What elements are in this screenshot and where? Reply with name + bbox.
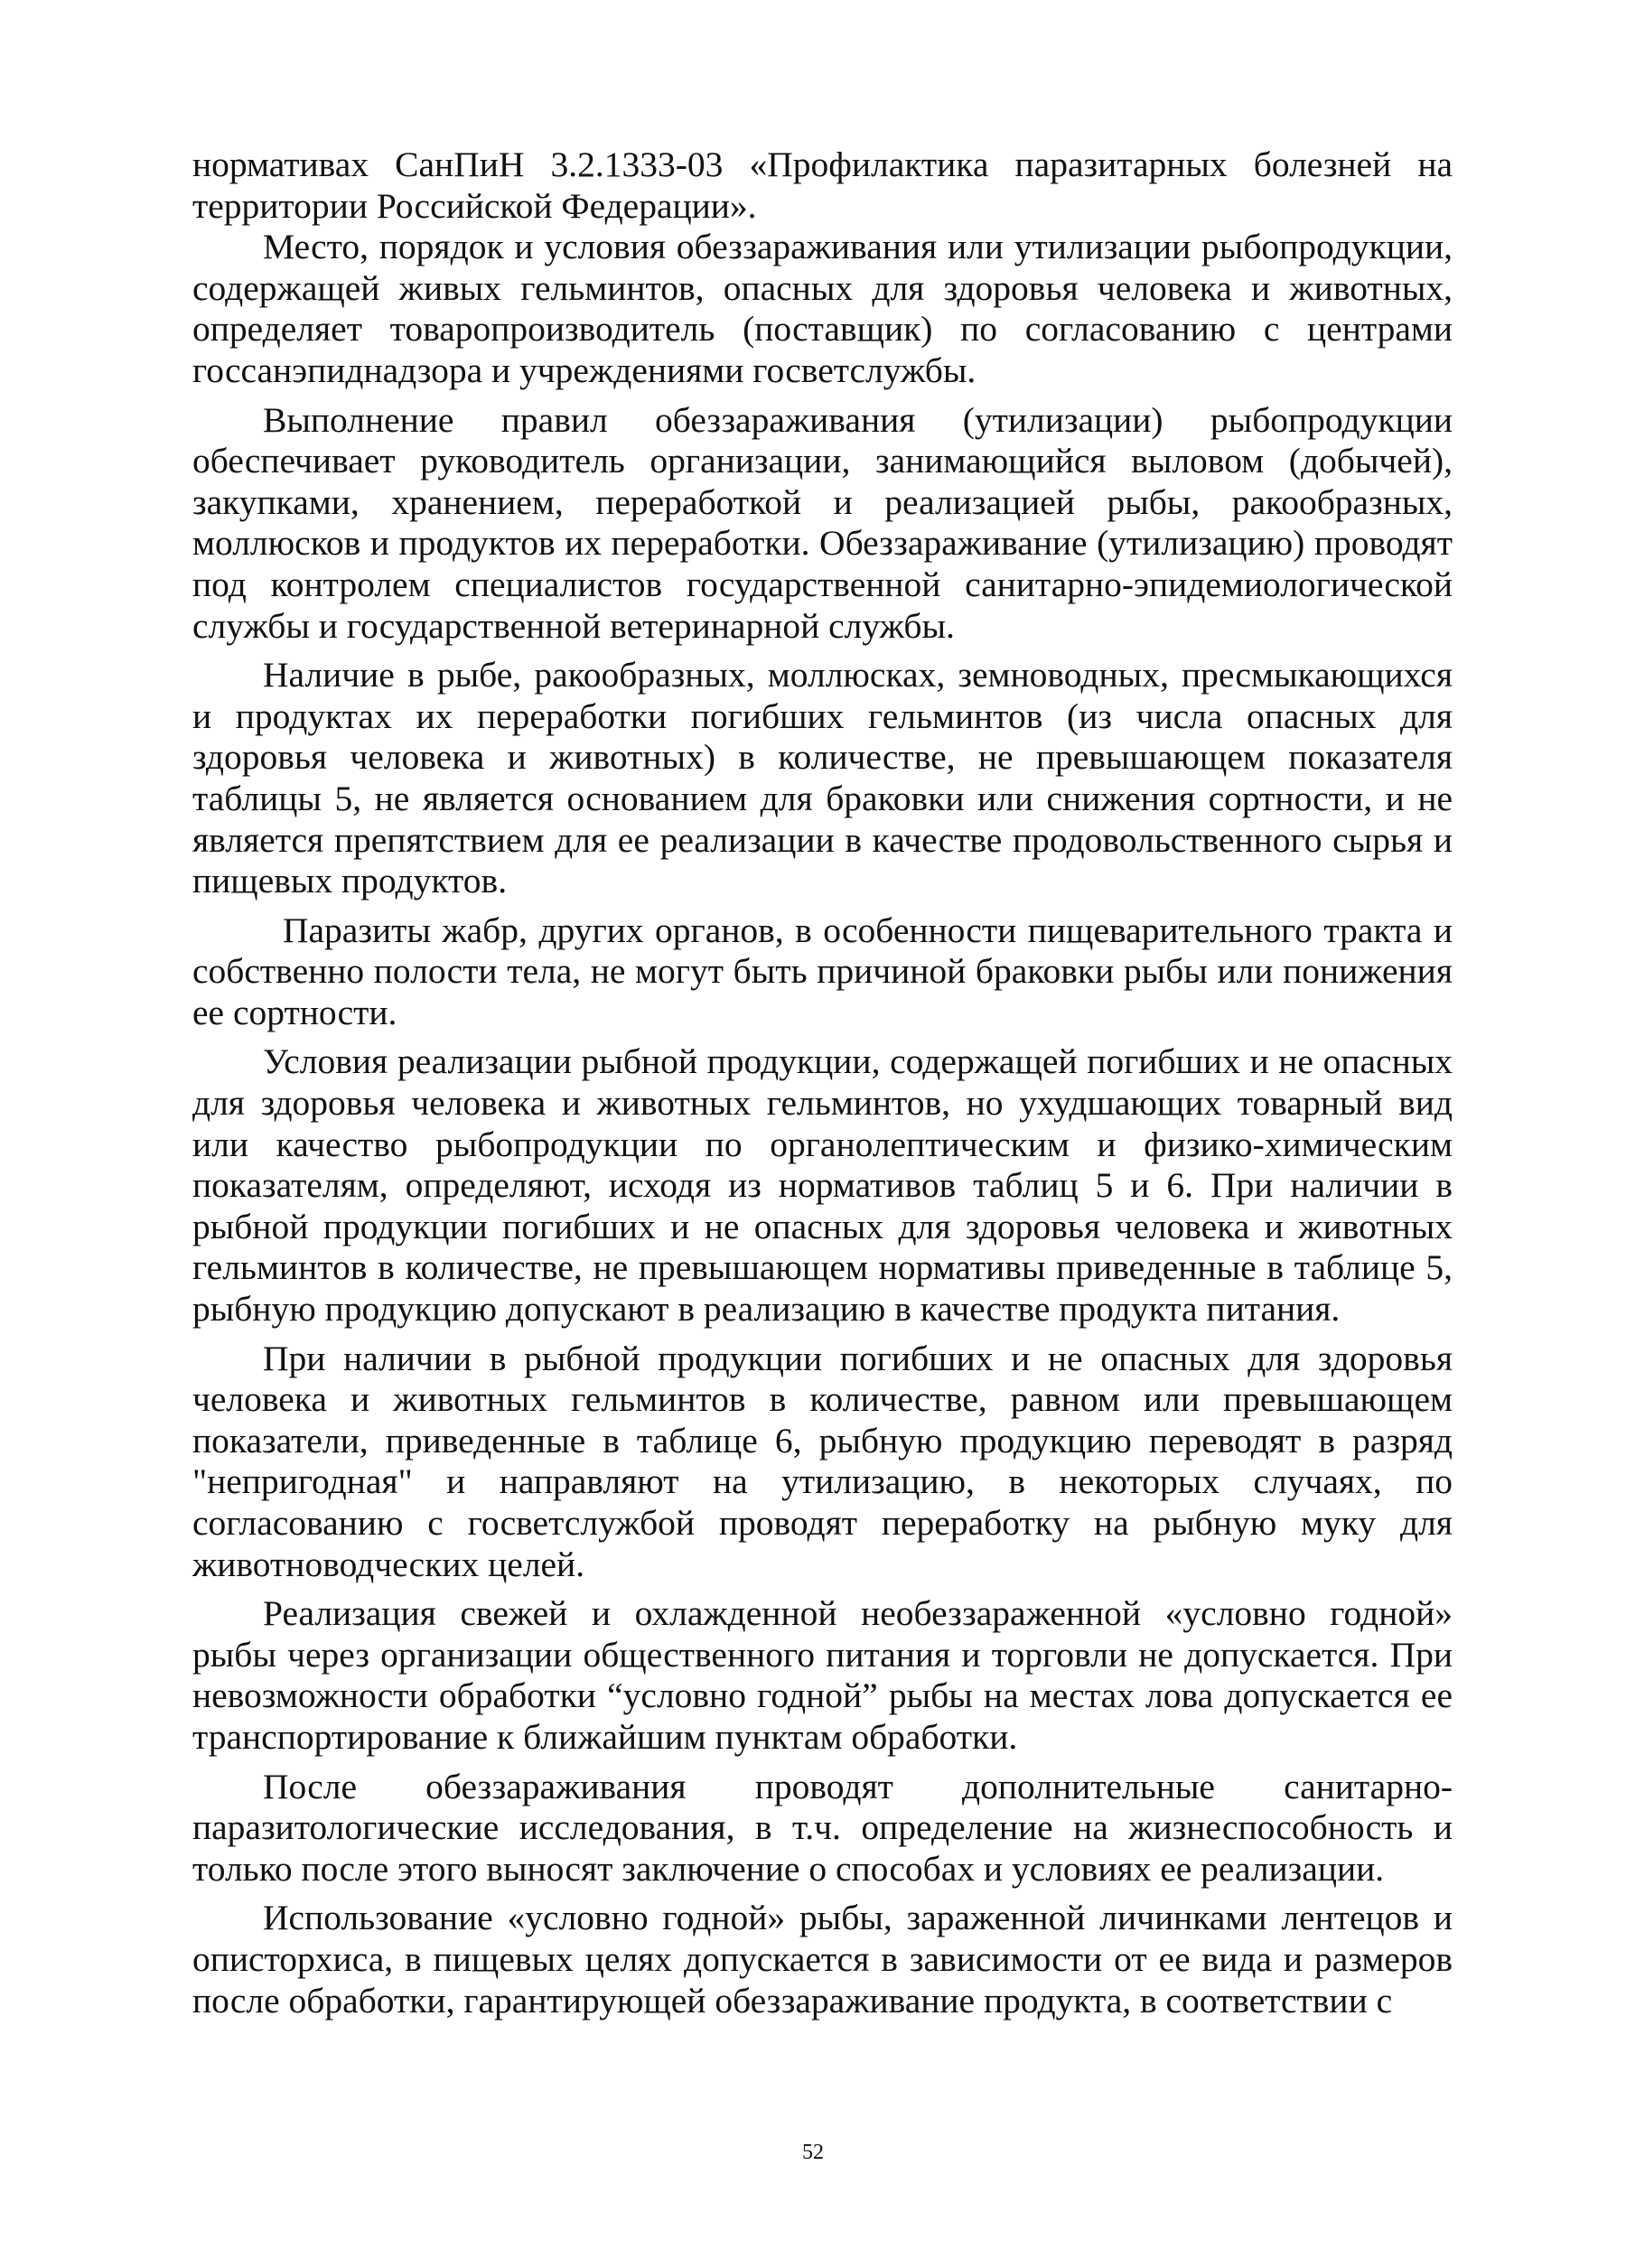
paragraph-9: После обеззараживания проводят дополнительные санитарно-паразитологические исследования, в т.ч. определение на жизнеспособность и только после этого выносят заключение о способах и условиях ее реализации. [192, 1766, 1453, 1889]
body-text [192, 145, 1453, 2021]
paragraph-2: Место, порядок и условия обеззараживания или утилизации рыбопродукции, содержащей живых гельминтов, опасных для здоровья человека и животных, определяет товаропроизводитель (поставщик) по согласованию с центрами госсанэпиднадзора и учреждениями госветслужбы. [192, 227, 1453, 390]
page-number: 52 [802, 2141, 824, 2164]
paragraph-8: Реализация свежей и охлажденной необеззараженной «условно годной» рыбы через организации общественного питания и торговли не допускается. При невозможности обработки “условно годной” рыбы на местах лова допускается ее транспортирование к ближайшим пунктам обработки. [192, 1593, 1453, 1757]
paragraph-5: Паразиты жабр, других органов, в особенности пищеварительного тракта и собственно полости тела, не могут быть причиной браковки рыбы или понижения ее сортности. [192, 910, 1453, 1032]
paragraph-4: Наличие в рыбе, ракообразных, моллюсках, земноводных, пресмыкающихся и продуктах их переработки погибших гельминтов (из числа опасных для здоровья человека и животных) в количестве, не превышающем показателя таблицы 5, не является основанием для браковки или снижения сортности, и не является препятствием для ее реализации в качестве продовольственного сырья и пищевых продуктов. [192, 655, 1453, 901]
paragraph-10: Использование «условно годной» рыбы, зараженной личинками лентецов и описторхиса, в пищевых целях допускается в зависимости от ее вида и размеров после обработки, гарантирующей обеззараживание продукта, в соответствии с [192, 1898, 1453, 2021]
paragraph-3: Выполнение правил обеззараживания (утилизации) рыбопродукции обеспечивает руководитель организации, занимающийся выловом (добычей), закупками, хранением, переработкой и реализацией рыбы, ракообразных, моллюсков и продуктов их переработки. Обеззараживание (утилизацию) проводят под контролем специалистов государственной санитарно-эпидемиологической службы и государственной ветеринарной службы. [192, 399, 1453, 646]
paragraph-6: Условия реализации рыбной продукции, содержащей погибших и не опасных для здоровья человека и животных гельминтов, но ухудшающих товарный вид или качество рыбопродукции по органолептическим и физико-химическим показателям, определяют, исходя из нормативов таблиц 5 и 6. При наличии в рыбной продукции погибших и не опасных для здоровья человека и животных гельминтов в количестве, не превышающем нормативы приведенные в таблице 5, рыбную продукцию допускают в реализацию в качестве продукта питания. [192, 1041, 1453, 1330]
paragraph-1: нормативах СанПиН 3.2.1333-03 «Профилактика паразитарных болезней на территории Российской Федерации». [192, 145, 1453, 226]
paragraph-7: При наличии в рыбной продукции погибших и не опасных для здоровья человека и животных гельминтов в количестве, равном или превышающем показатели, приведенные в таблице 6, рыбную продукцию переводят в разряд "непригодная" и направляют на утилизацию, в некоторых случаях, по согласованию с госветслужбой проводят переработку на рыбную муку для животноводческих целей. [192, 1338, 1453, 1584]
